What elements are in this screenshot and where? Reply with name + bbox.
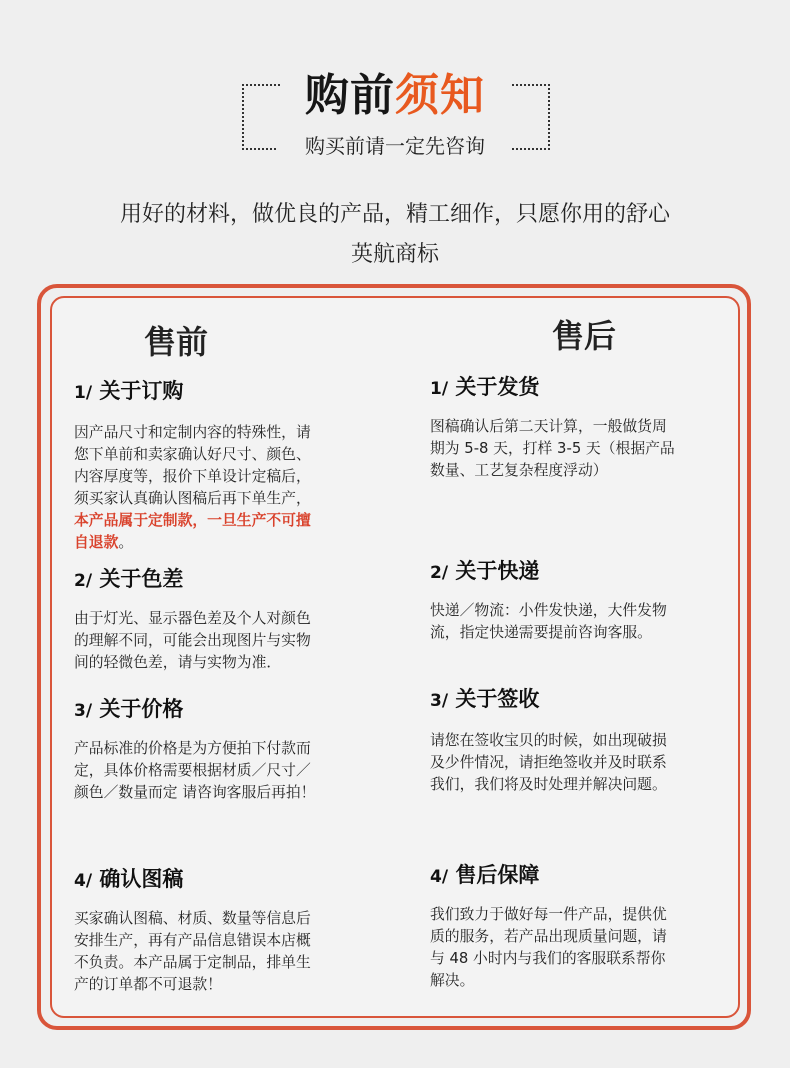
- section-title-text: 关于订购: [99, 379, 184, 403]
- presale-section-title: [74, 376, 183, 408]
- aftersale-section-title: [430, 860, 539, 892]
- body-line: 须买家认真确认图稿后再下单生产，: [74, 490, 311, 507]
- section-title-text: 确认图稿: [99, 867, 184, 891]
- presale-heading: 售前: [144, 323, 209, 361]
- body-line: 因产品尺寸和定制内容的特殊性，请: [74, 424, 311, 441]
- section-title-text: 售后保障: [455, 863, 540, 887]
- brand-name: 英航商标: [350, 242, 439, 267]
- section-title-text: 关于快递: [455, 559, 540, 583]
- section-number: 4/: [74, 871, 93, 891]
- body-line: 我们，我们将及时处理并解决问题。: [430, 776, 667, 793]
- aftersale-section-title: [430, 684, 539, 716]
- body-line: 产品标准的价格是为方便拍下付款而: [74, 740, 311, 757]
- body-line: 颜色／数量而定 请咨询客服后再拍！: [74, 784, 316, 801]
- section-title-text: 关于发货: [455, 375, 540, 399]
- body-line: 图稿确认后第二天计算，一般做货周: [430, 418, 667, 435]
- section-title-text: 关于色差: [99, 567, 184, 591]
- presale-section-title: [74, 694, 183, 726]
- section-number: 1/: [430, 379, 449, 399]
- page-title: [278, 68, 512, 124]
- body-line: 产的订单都不可退款！: [74, 976, 222, 993]
- body-line: 的理解不同，可能会出现图片与实物: [74, 632, 311, 649]
- body-line: 流，指定快递需要提前咨询客服。: [430, 624, 652, 641]
- section-number: 3/: [74, 701, 93, 721]
- body-line: 请您在签收宝贝的时候，如出现破损: [430, 732, 667, 749]
- body-line: 与 48 小时内与我们的客服联系帮你: [430, 950, 666, 967]
- slogan: 用好的材料，做优良的产品，精工细作，只愿你用的舒心: [119, 202, 670, 227]
- body-line: 快递／物流：小件发快递，大件发物: [430, 602, 667, 619]
- presale-section-body: [74, 738, 315, 804]
- page-title-black: 购前: [305, 70, 395, 121]
- aftersale-heading: 售后: [552, 317, 617, 355]
- section-number: 4/: [430, 867, 449, 887]
- body-line: 不负责。本产品属于定制品，排单生: [74, 954, 311, 971]
- presale-section-title: [74, 564, 183, 596]
- aftersale-section-title: [430, 556, 539, 588]
- body-line: 质的服务，若产品出现质量问题，请: [430, 928, 667, 945]
- body-line: 我们致力于做好每一件产品，提供优: [430, 906, 667, 923]
- body-line: 由于灯光、显示器色差及个人对颜色: [74, 610, 311, 627]
- body-line: 期为 5-8 天，打样 3-5 天（根据产品: [430, 440, 675, 457]
- body-line: 定，具体价格需要根据材质／尺寸／: [74, 762, 311, 779]
- body-line: 数量、工艺复杂程度浮动）: [430, 462, 608, 479]
- presale-section-title: [74, 864, 183, 896]
- aftersale-section-body: [430, 904, 667, 992]
- page-title-orange: 须知: [395, 70, 485, 121]
- body-line: 安排生产，再有产品信息错误本店概: [74, 932, 311, 949]
- title-bracket-left: [242, 84, 280, 150]
- section-number: 2/: [430, 563, 449, 583]
- aftersale-section-body: [430, 416, 675, 482]
- section-number: 3/: [430, 691, 449, 711]
- section-title-text: 关于价格: [99, 697, 184, 721]
- header: [0, 0, 790, 290]
- body-line: 内容厚度等，报价下单设计定稿后，: [74, 468, 311, 485]
- presale-section-body: [74, 422, 311, 554]
- presale-section-body: [74, 608, 311, 674]
- warning-suffix: 。: [118, 534, 134, 551]
- body-line: 间的轻微色差，请与实物为准．: [74, 654, 282, 671]
- page-subtitle: 购买前请一定先咨询: [278, 130, 512, 162]
- presale-section-body: [74, 908, 311, 996]
- body-line: 及少件情况，请拒绝签收并及时联系: [430, 754, 667, 771]
- aftersale-section-body: [430, 600, 667, 644]
- body-line: 解决。: [430, 972, 475, 989]
- section-number: 1/: [74, 383, 93, 403]
- aftersale-section-title: [430, 372, 539, 404]
- aftersale-section-body: [430, 730, 667, 796]
- body-line: 买家确认图稿、材质、数量等信息后: [74, 910, 311, 927]
- body-line: 您下单前和卖家确认好尺寸、颜色、: [74, 446, 311, 463]
- section-title-text: 关于签收: [455, 687, 540, 711]
- warning-line: 本产品属于定制款，一旦生产不可擅: [74, 512, 311, 529]
- section-number: 2/: [74, 571, 93, 591]
- warning-line: 自退款: [74, 534, 119, 551]
- title-bracket-right: [512, 84, 550, 150]
